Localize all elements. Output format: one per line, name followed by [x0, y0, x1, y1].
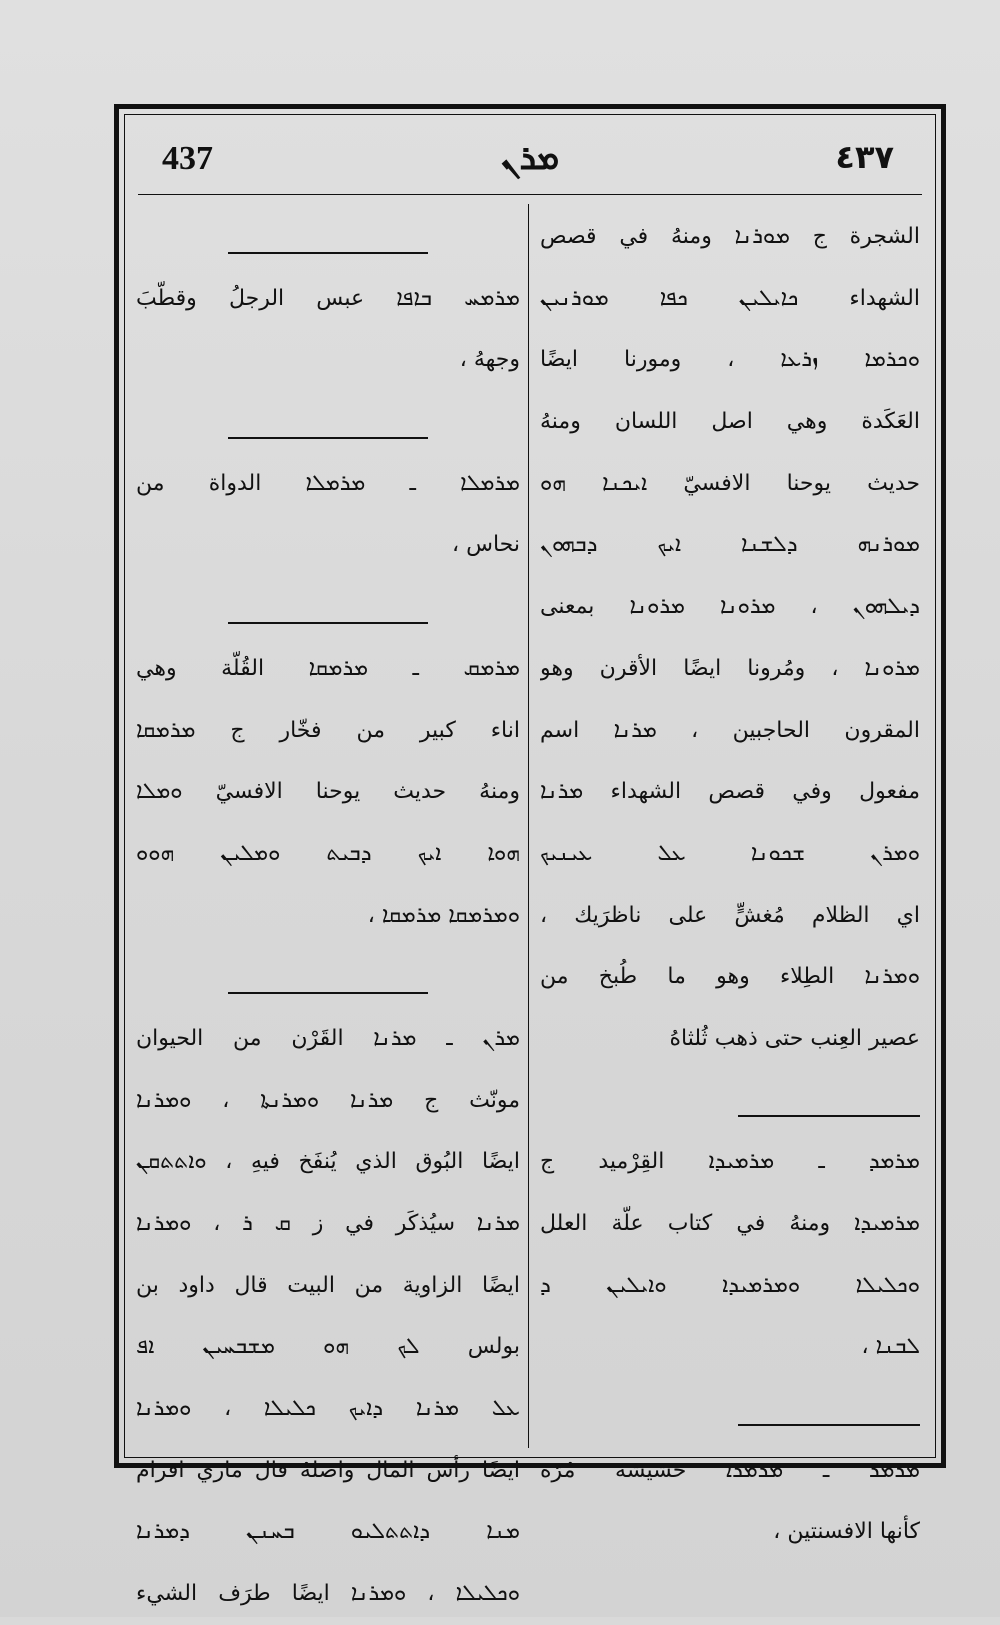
text-line: حديث يوحنا الافسيّ ܐܝܟܢܐ ܗܘ [540, 470, 920, 496]
text-line: الشهداء ܟܐܝܠܝܢ ܟܦܐ ܡܘܪܢܝܢ [540, 285, 920, 311]
left-column [136, 206, 520, 1625]
text-line: ܡܪܡܕ ـ ܡܪܡܝܕܐ القِرْميد ج [540, 1149, 920, 1175]
text-line: ܠܒܢܐ ، [861, 1334, 920, 1360]
text-line: كأنها الافسنتين ، [773, 1519, 920, 1545]
header-rule [138, 194, 922, 195]
text-line: ܗܘܐ ܐܝܟ ܕܒܝܬ ܘܡܠܝܢ ܗܘܘ [136, 840, 520, 866]
text-line: ܡܪܡܝܕܐ ومنهُ في كتاب علّة العلل [540, 1211, 920, 1236]
entry-separator-rule [136, 576, 520, 638]
text-line: ܘܡܪܢܐ الطِلاء وهو ما طُبخ من [540, 964, 920, 990]
column-divider [528, 204, 529, 1448]
page-number-arabic: ٤٣٧ [835, 138, 894, 176]
text-line: ܘܡܪܡܩܐ ܡܪܡܩܐ ، [367, 902, 520, 928]
text-line: ايضًا البُوق الذي يُنفَخ فيهِ ، ܘܐܬܬܩܢ [136, 1149, 520, 1175]
text-line: عصير العِنب حتى ذهب ثُلثاهُ [669, 1025, 920, 1051]
text-line: ܡܪܡܚ ܒܐܦܐ عبس الرجلُ وقطّبَ [136, 285, 520, 311]
text-line: ܕܝܠܗܘܢ ، ܡܪܘܢܐ ܡܪܘܢܐ بمعنى [540, 594, 920, 620]
text-line: ܡܢܐ ܕܐܬܬܠܝܘ ܒܚܢܢ ܕܡܪܢܐ [136, 1519, 520, 1545]
text-line: وجههُ ، [459, 347, 520, 373]
text-line: ܡܪܢ ـ ܡܪܢܐ القَرْن من الحيوان [136, 1025, 520, 1051]
text-line: اناء كبير من فخّار ج ܡܪܡܩܐ [136, 717, 520, 743]
text-line: ايضًا الزاوية من البيت قال داود بن [136, 1272, 520, 1298]
text-line: ܘܡܪܢ ܫܟܘܢܐ ܥܠ ܥܝܢܝܟ [540, 840, 920, 866]
text-line: ܡܪܢܐ سيُذكَر في ز ܩ ܪ ، ܘܡܪܢܐ [136, 1211, 520, 1236]
text-line: ܡܘܪܢܗ ܕܠܫܢܐ ܐܝܟ ܕܒܗܘܢ [540, 532, 920, 558]
text-line: ومنهُ حديث يوحنا الافسيّ ܘܡܠܐ [136, 779, 520, 805]
running-head: ܡܪܢ [500, 138, 560, 178]
text-line: ܘܟܠܝܠܐ ، ܘܡܪܢܐ ايضًا طرَف الشيء [136, 1581, 520, 1607]
text-line: ܡܪܡܪ ـ ܡܪܡܪܐ حشيشة مُرّة [540, 1457, 920, 1483]
entry-separator-rule [136, 206, 520, 268]
text-line: بولس ܠܟ ܗܘ ܡܫܒܚܝܢ ܐܦ [136, 1334, 520, 1360]
entry-separator-rule [540, 1070, 920, 1132]
text-line: العَكَدة وهي اصل اللسان ومنهُ [540, 409, 920, 435]
text-line: المقرون الحاجبين ، ܡܪܢܐ اسم [540, 717, 920, 743]
text-line: ايضًا رأس المال واصلهُ قال ماري افرام [136, 1457, 520, 1483]
entry-separator-rule [136, 391, 520, 453]
text-line: ܡܪܡܩ ـ ܡܪܡܩܐ القُلّة وهي [136, 655, 520, 681]
text-line: اي الظلام مُغشٍّ على ناظرَيك ، [540, 902, 920, 928]
entry-separator-rule [136, 946, 520, 1008]
text-line: مونّث ج ܡܪܢܐ ܘܡܪܢܬܐ ، ܘܡܪܢܐ [136, 1087, 520, 1113]
entry-separator-rule [540, 1378, 920, 1440]
text-line: ܡܪܘܢܐ ، ومُرونا ايضًا الأقرن وهو [540, 655, 920, 681]
text-line: ܘܟܪܡܐ ܙܪܥܐ ، ومورنا ايضًا [540, 347, 920, 373]
text-line: ܡܪܡܠܐ ـ ܡܪܡܠܐ الدواة من [136, 470, 520, 496]
text-line: ܥܠ ܡܪܢܐ ܕܐܝܟ ܟܠܝܠܐ ، ܘܡܪܢܐ [136, 1396, 520, 1422]
right-column [540, 206, 920, 1563]
page-number-latin: 437 [162, 140, 213, 177]
text-line: الشجرة ج ܡܘܪܢܐ ومنهُ في قصص [540, 224, 920, 249]
text-line: ܘܟܠܝܠܐ ܘܡܪܡܝܕܐ ܘܐܝܠܝܢ ܕ [540, 1272, 920, 1298]
text-line: نحاس ، [452, 532, 520, 558]
page-header [138, 130, 922, 194]
text-line: مفعول وفي قصص الشهداء ܡܪܢܐ [540, 779, 920, 805]
